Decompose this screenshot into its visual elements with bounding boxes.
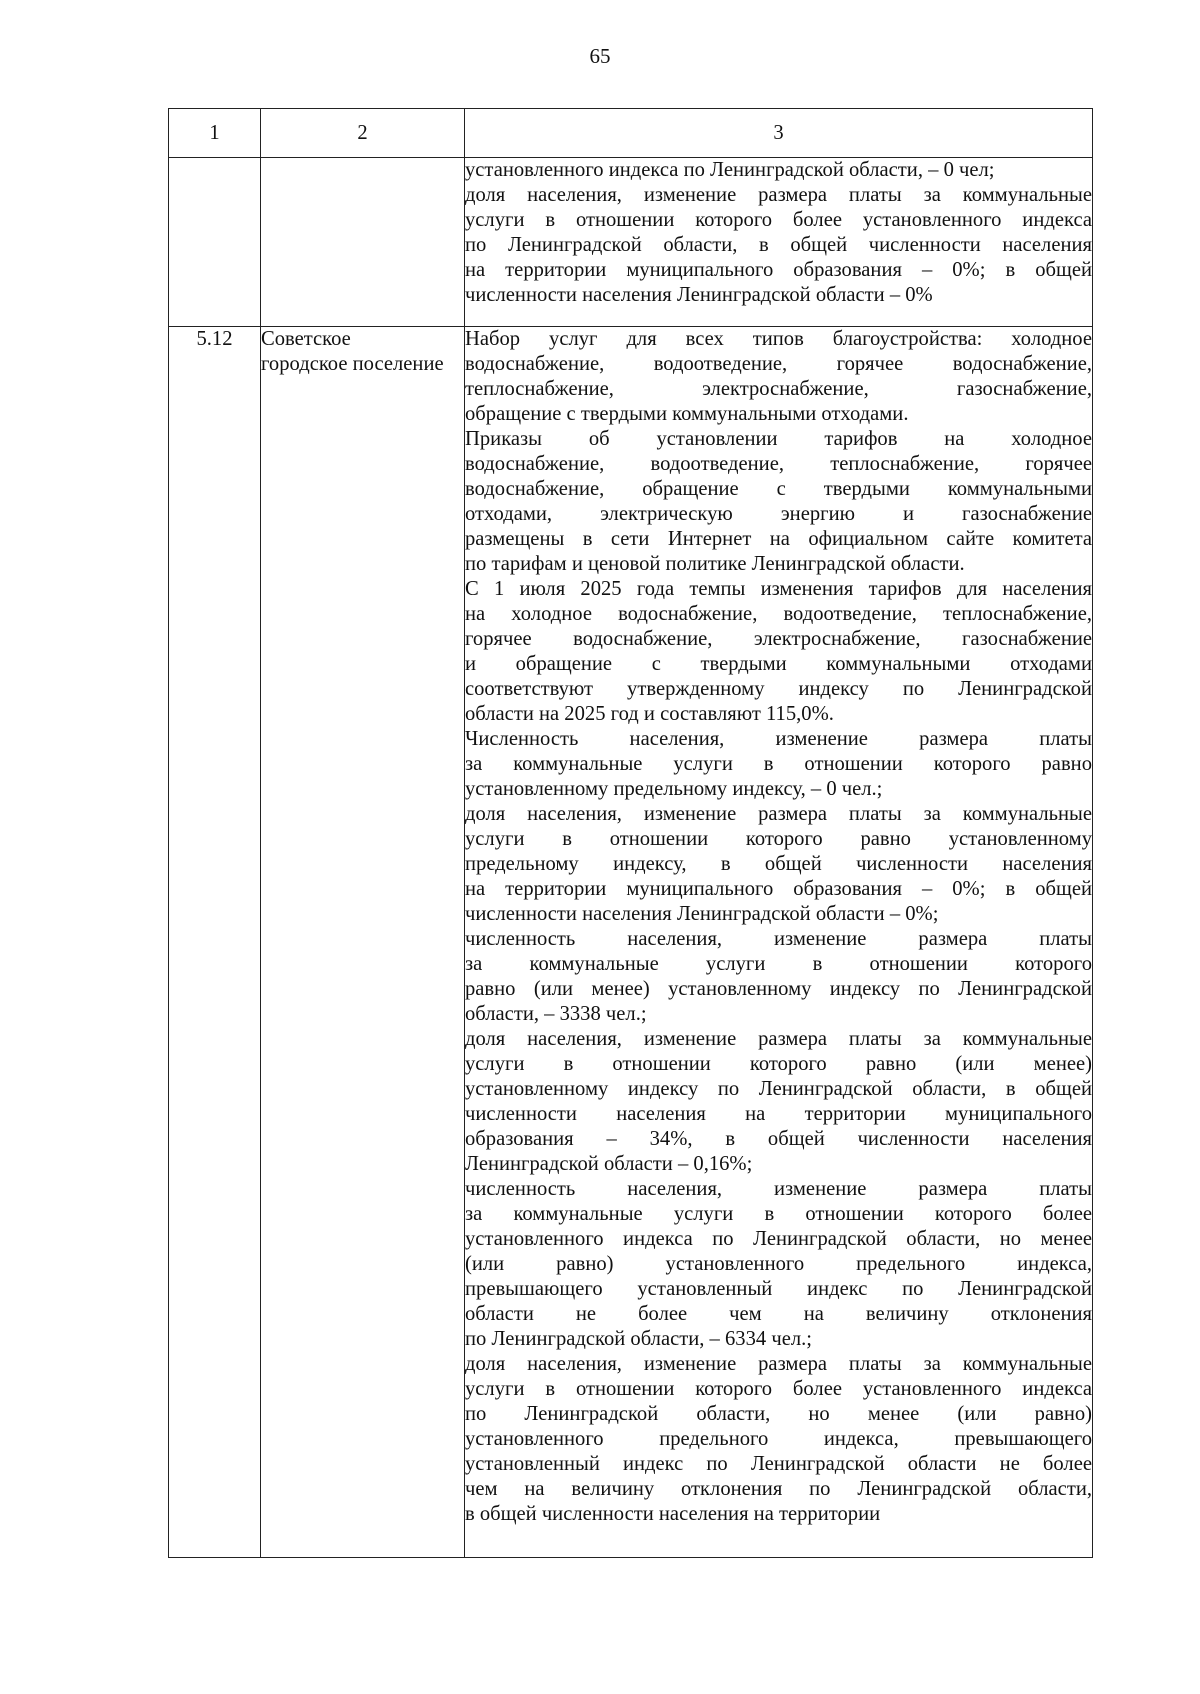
row-number-cell: [169, 158, 261, 327]
settlement-name-cell: [261, 327, 465, 1558]
text-line: за коммунальные услуги в отношении которого: [465, 953, 1092, 975]
text-line: обращение с твердыми коммунальными отходами.: [465, 403, 909, 425]
description-text: [465, 327, 1092, 1527]
text-line: Ленинградской области – 0,16%;: [465, 1153, 753, 1175]
text-line: С 1 июля 2025 года темпы изменения тарифов для населения: [465, 578, 1092, 600]
text-line: превышающего установленный индекс по Ленинградской: [465, 1278, 1092, 1300]
text-line: области, – 3338 чел.;: [465, 1003, 647, 1025]
text-line: установленного предельного индекса, превышающего: [465, 1428, 1092, 1450]
text-line: установленного индекса по Ленинградской области, – 0 чел;: [465, 159, 995, 181]
row-number-cell: 5.12: [169, 327, 261, 1558]
text-line: численности населения на территории муниципального: [465, 1103, 1092, 1125]
text-line: численности населения Ленинградской области – 0%: [465, 284, 933, 306]
text-line: размещены в сети Интернет на официальном сайте комитета: [465, 528, 1092, 550]
text-line: чем на величину отклонения по Ленинградской области,: [465, 1478, 1092, 1500]
settlement-name-line: городское поселение: [261, 353, 444, 375]
header-col-2: 2: [261, 109, 465, 158]
text-line: водоснабжение, обращение с твердыми коммунальными: [465, 478, 1092, 500]
text-line: Набор услуг для всех типов благоустройства: холодное: [465, 328, 1092, 350]
text-line: области на 2025 год и составляют 115,0%.: [465, 703, 834, 725]
text-line: численность населения, изменение размера платы: [465, 928, 1092, 950]
text-line: по Ленинградской области, – 6334 чел.;: [465, 1328, 812, 1350]
text-line: установленному предельному индексу, – 0 чел.;: [465, 778, 883, 800]
header-col-3: 3: [465, 109, 1093, 158]
text-line: предельному индексу, в общей численности населения: [465, 853, 1092, 875]
description-text: [465, 158, 1092, 308]
header-row: [169, 109, 1093, 158]
text-line: водоснабжение, водоотведение, теплоснабжение, горячее: [465, 453, 1092, 475]
text-line: доля населения, изменение размера платы за коммунальные: [465, 803, 1092, 825]
text-line: на территории муниципального образования – 0%; в общей: [465, 259, 1092, 281]
header-col-1: 1: [169, 109, 261, 158]
text-line: по Ленинградской области, но менее (или равно): [465, 1403, 1092, 1425]
table-row-5-12: [169, 327, 1093, 1558]
text-line: доля населения, изменение размера платы за коммунальные: [465, 1028, 1092, 1050]
settlement-name-line: Советское: [261, 328, 351, 350]
text-line: услуги в отношении которого равно установленному: [465, 828, 1092, 850]
text-line: равно (или менее) установленному индексу по Ленинградской: [465, 978, 1092, 1000]
description-cell: [465, 327, 1093, 1558]
text-line: по Ленинградской области, в общей численности населения: [465, 234, 1092, 256]
text-line: теплоснабжение, электроснабжение, газоснабжение,: [465, 378, 1092, 400]
text-line: (или равно) установленного предельного индекса,: [465, 1253, 1092, 1275]
text-line: установленному индексу по Ленинградской области, в общей: [465, 1078, 1092, 1100]
text-line: горячее водоснабжение, электроснабжение, газоснабжение: [465, 628, 1092, 650]
description-cell: [465, 158, 1093, 327]
text-line: установленного индекса по Ленинградской области, но менее: [465, 1228, 1092, 1250]
text-line: области не более чем на величину отклонения: [465, 1303, 1092, 1325]
text-line: соответствуют утвержденному индексу по Ленинградской: [465, 678, 1092, 700]
text-line: за коммунальные услуги в отношении которого более: [465, 1203, 1092, 1225]
text-line: на территории муниципального образования – 0%; в общей: [465, 878, 1092, 900]
table-row-continuation: [169, 158, 1093, 327]
text-line: Приказы об установлении тарифов на холодное: [465, 428, 1092, 450]
text-line: услуги в отношении которого равно (или менее): [465, 1053, 1092, 1075]
text-line: услуги в отношении которого более установленного индекса: [465, 209, 1092, 231]
text-line: численности населения Ленинградской области – 0%;: [465, 903, 939, 925]
text-line: в общей численности населения на территории: [465, 1503, 881, 1525]
text-line: на холодное водоснабжение, водоотведение, теплоснабжение,: [465, 603, 1092, 625]
page-number: 65: [589, 44, 611, 68]
text-line: образования – 34%, в общей численности населения: [465, 1128, 1092, 1150]
text-line: Численность населения, изменение размера платы: [465, 728, 1092, 750]
text-line: численность населения, изменение размера платы: [465, 1178, 1092, 1200]
text-line: доля населения, изменение размера платы за коммунальные: [465, 184, 1092, 206]
text-line: и обращение с твердыми коммунальными отходами: [465, 653, 1092, 675]
document-table: [168, 108, 1093, 1558]
text-line: за коммунальные услуги в отношении которого равно: [465, 753, 1092, 775]
text-line: доля населения, изменение размера платы за коммунальные: [465, 1353, 1092, 1375]
text-line: услуги в отношении которого более установленного индекса: [465, 1378, 1092, 1400]
text-line: отходами, электрическую энергию и газоснабжение: [465, 503, 1092, 525]
text-line: по тарифам и ценовой политике Ленинградской области.: [465, 553, 965, 575]
text-line: водоснабжение, водоотведение, горячее водоснабжение,: [465, 353, 1092, 375]
settlement-name-cell: [261, 158, 465, 327]
text-line: установленный индекс по Ленинградской области не более: [465, 1453, 1092, 1475]
